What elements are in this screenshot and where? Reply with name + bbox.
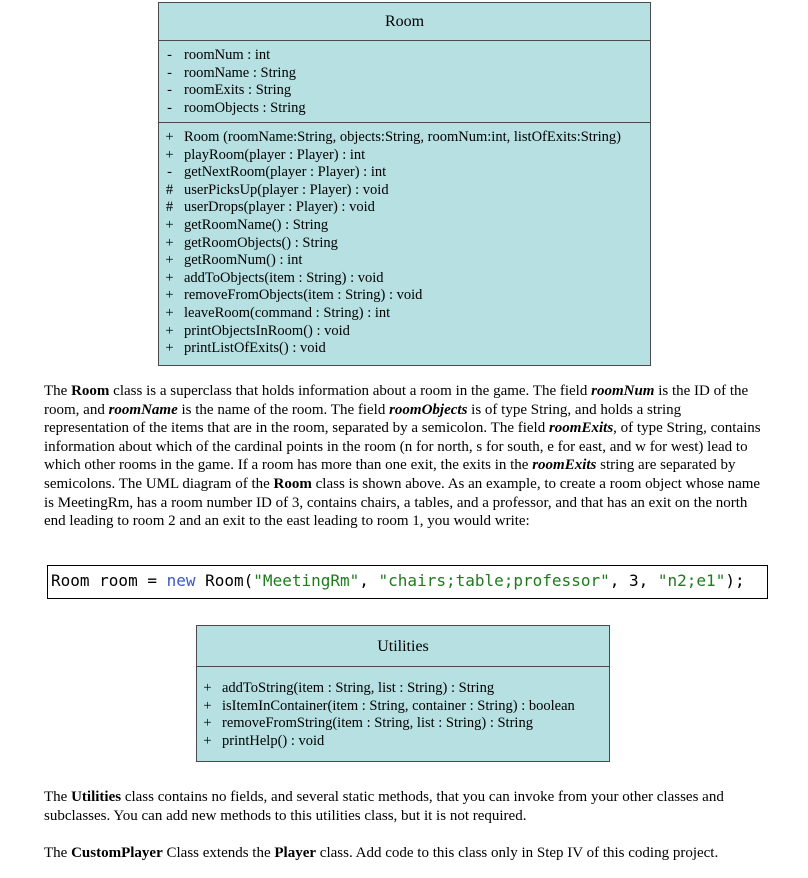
- room-field: - roomExits : String: [167, 82, 292, 99]
- utilities-class-name: Utilities: [197, 626, 609, 667]
- room-method: # userDrops(player : Player) : void: [165, 199, 375, 216]
- utilities-method: + printHelp() : void: [203, 732, 325, 749]
- room-method: # userPicksUp(player : Player) : void: [165, 181, 389, 198]
- room-description: The Room class is a superclass that holds information about a room in the game. The field roomNum is the ID of the room, and roomName is the name of the room. The field roomObjects is of type String, and holds a string representation of the items that are in the room, separated by a semicolon. The field roomExits, of type String, contains information about which of the cardinal points in the room (n for north, s for south, e for east, and w for west) lead to which other rooms in the game. If a room has more than one exit, the exits in the roomExits string are separated by semicolons. The UML diagram of the Room class is shown above. As an example, to create a room object whose name is MeetingRm, has a room number ID of 3, contains chairs, a tables, and a professor, and that has an exit on the north end leading to room 2 and an exit to the east leading to room 1, you would write:: [44, 383, 761, 530]
- utilities-method: + removeFromString(item : String, list : String) : String: [203, 715, 533, 732]
- room-field: - roomObjects : String: [167, 99, 306, 116]
- room-class-name: Room: [159, 3, 650, 41]
- room-fields: [159, 41, 650, 123]
- code-keyword: new: [166, 571, 196, 590]
- customplayer-description: The CustomPlayer Class extends the Player class. Add code to this class only in Step IV of this coding project.: [44, 845, 719, 861]
- room-uml-class: [158, 2, 651, 366]
- room-method: + Room (roomName:String, objects:String, roomNum:int, listOfExits:String): [165, 129, 621, 145]
- room-method: + getRoomName() : String: [165, 216, 329, 233]
- utilities-method: + isItemInContainer(item : String, container : String) : boolean: [203, 697, 575, 714]
- room-method: + leaveRoom(command : String) : int: [165, 304, 391, 321]
- code-sample: Room room = new Room("MeetingRm", "chairs;table;professor", 3, "n2;e1");: [47, 565, 768, 599]
- room-method: + playRoom(player : Player) : int: [165, 146, 366, 163]
- code-string: "n2;e1": [657, 571, 726, 590]
- room-field: - roomName : String: [167, 64, 296, 81]
- room-field: - roomNum : int: [167, 47, 271, 63]
- room-method: - getNextRoom(player : Player) : int: [167, 164, 387, 181]
- room-method: + printListOfExits() : void: [165, 340, 326, 357]
- room-method: + printObjectsInRoom() : void: [165, 322, 350, 339]
- utilities-methods: [197, 667, 609, 750]
- utilities-method: + addToString(item : String, list : String) : String: [203, 680, 495, 696]
- code-string: "MeetingRm": [253, 571, 360, 590]
- room-methods: [159, 123, 650, 358]
- room-method: + getRoomNum() : int: [165, 252, 303, 269]
- code-string: "chairs;table;professor": [378, 571, 610, 590]
- room-method: + removeFromObjects(item : String) : void: [165, 287, 423, 304]
- room-method: + addToObjects(item : String) : void: [165, 269, 384, 286]
- utilities-description: The Utilities class contains no fields, and several static methods, that you can invoke from your other classes and subclasses. You can add new methods to this utilities class, but it is not required.: [44, 789, 724, 824]
- room-method: + getRoomObjects() : String: [165, 234, 338, 251]
- utilities-uml-class: [196, 625, 610, 762]
